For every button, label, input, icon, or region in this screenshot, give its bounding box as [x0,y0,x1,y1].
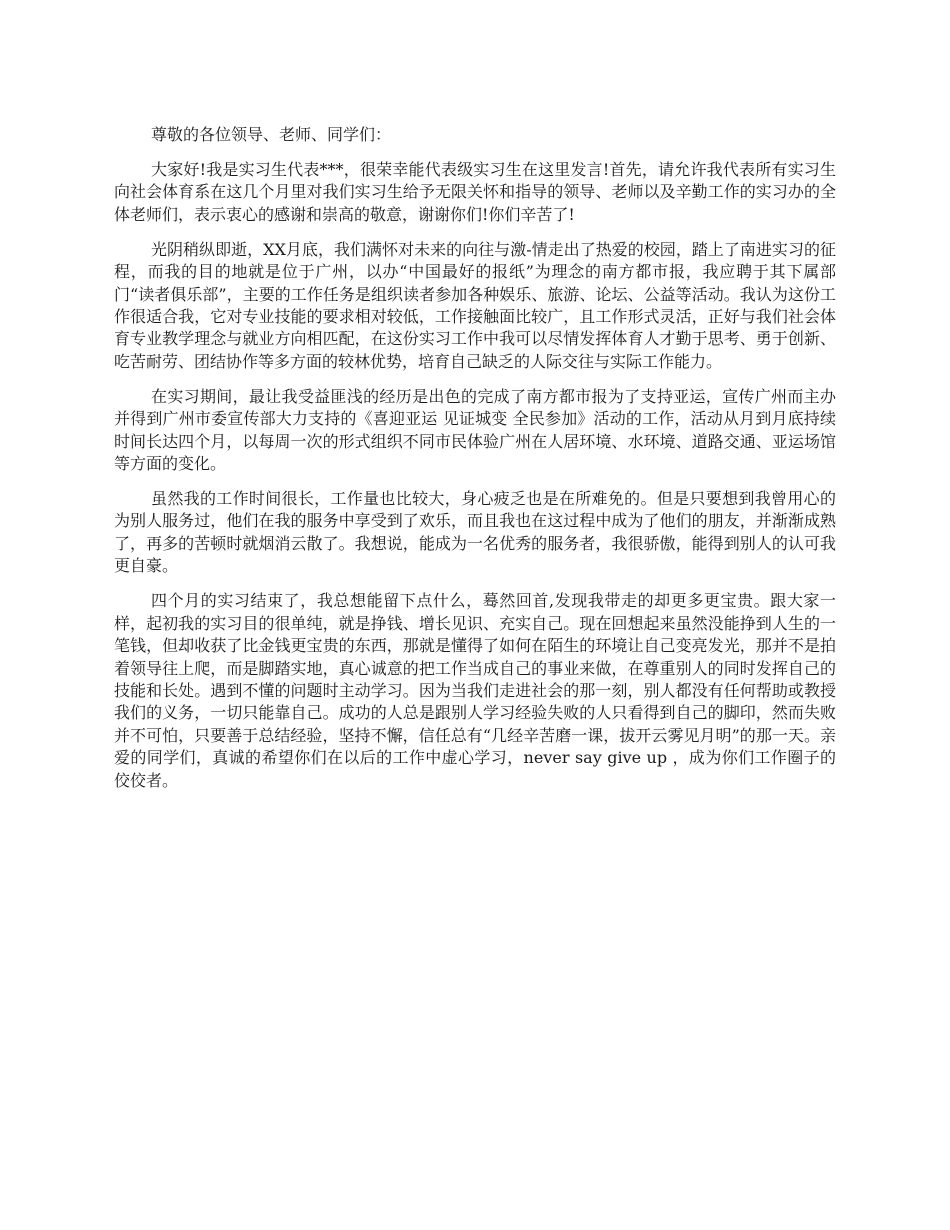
paragraph-greeting: 大家好!我是实习生代表***，很荣幸能代表级实习生在这里发言!首先，请允许我代表所有实习生向社会体育系在这几个月里对我们实习生给予无限关怀和指导的领导、老师以及辛勤工作的实习办的全体老师们，表示衷心的感谢和崇高的敬意，谢谢你们!你们辛苦了! [114,160,836,224]
paragraph-reflection: 四个月的实习结束了，我总想能留下点什么，蓦然回首,发现我带走的却更多更宝贵。跟大家一样，起初我的实习目的很单纯，就是挣钱、增长见识、充实自己。现在回想起来虽然没能挣到人生的一笔钱，但却收获了比金钱更宝贵的东西，那就是懂得了如何在陌生的环境让自己变亮发光，那并不是拍着领导往上爬，而是脚踏实地，真心诚意的把工作当成自己的事业来做，在尊重别人的同时发挥自己的技能和长处。遇到不懂的问题时主动学习。因为当我们走进社会的那一刻，别人都没有任何帮助或教授我们的义务，一切只能靠自己。成功的人总是跟别人学习经验失败的人只看得到自己的脚印，然而失败并不可怕，只要善于总结经验，坚持不懈，信任总有“几经辛苦磨一课，拔开云雾见月明”的那一天。亲爱的同学们，真诚的希望你们在以后的工作中虚心学习，never say give up ，成为你们工作圈子的佼佼者。 [114,591,836,790]
paragraph-internship-position: 光阴稍纵即逝，XX月底，我们满怀对未来的向往与激-情走出了热爱的校园，踏上了南进实习的征程，而我的目的地就是位于广州，以办“中国最好的报纸”为理念的南方都市报，我应聘于其下属部门“读者俱乐部”，主要的工作任务是组织读者参加各种娱乐、旅游、论坛、公益等活动。我认为这份工作很适合我，它对专业技能的要求相对较低，工作接触面比较广，且工作形式灵活，正好与我们社会体育专业教学理念与就业方向相匹配，在这份实习工作中我可以尽情发挥体育人才勤于思考、勇于创新、吃苦耐劳、团结协作等多方面的较林优势，培育自己缺乏的人际交往与实际工作能力。 [114,239,836,371]
salutation: 尊敬的各位领导、老师、同学们： [151,125,392,144]
paragraph-work-hardship: 虽然我的工作时间很长，工作量也比较大，身心疲乏也是在所难免的。但是只要想到我曾用心的为别人服务过，他们在我的服务中享受到了欢乐，而且我也在这过程中成为了他们的朋友，并渐渐成熟了，再多的苦顿时就烟消云散了。我想说，能成为一名优秀的服务者，我很骄傲，能得到别人的认可我更自豪。 [114,489,836,576]
document-body [114,124,836,805]
paragraph-asian-games-event: 在实习期间，最让我受益匪浅的经历是出色的完成了南方都市报为了支持亚运，宣传广州而主办并得到广州市委宣传部大力支持的《喜迎亚运 见证城变 全民参加》活动的工作，活动从月到月底持续时间长达四个月，以每周一次的形式组织不同市民体验广州在人居环境、水环境、道路交通、亚运场馆等方面的变化。 [114,386,836,474]
